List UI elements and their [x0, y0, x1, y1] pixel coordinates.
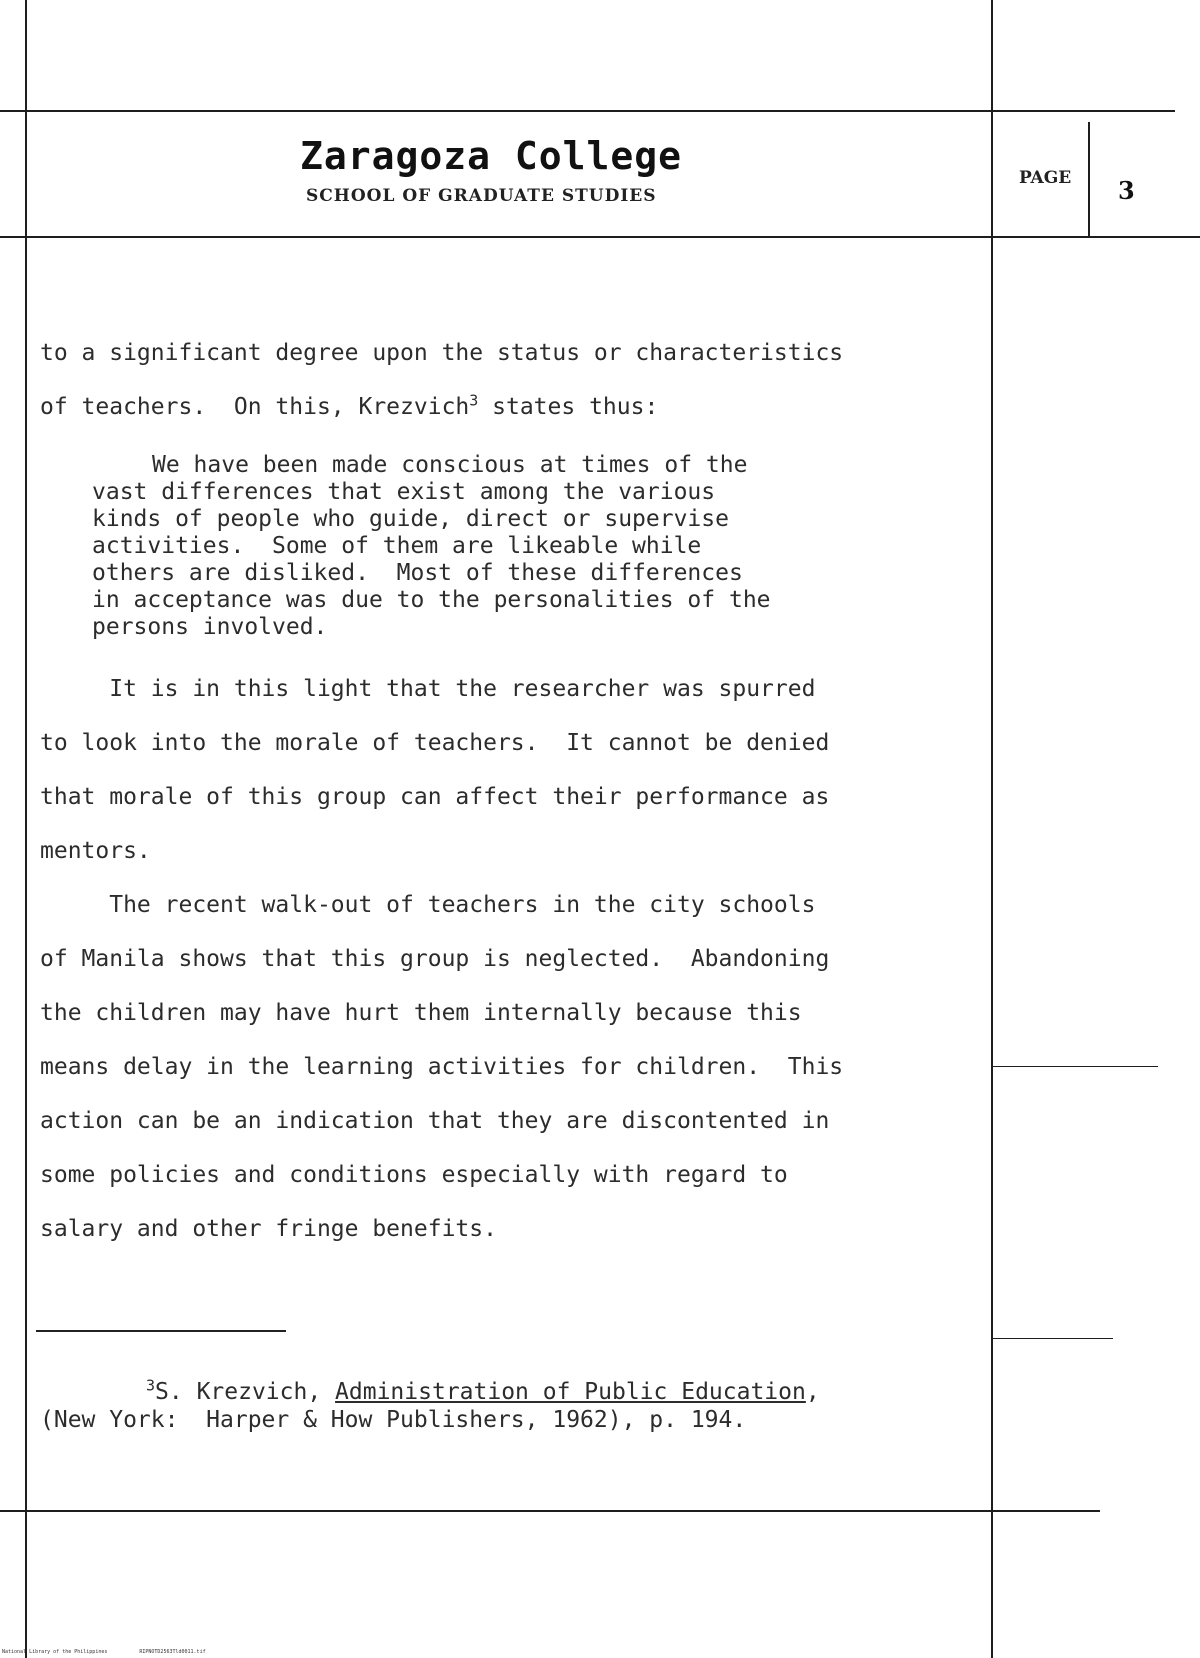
quote-line: persons involved. [92, 614, 328, 640]
quote-line: in acceptance was due to the personalities of the [92, 587, 771, 613]
header-bottom-rule [0, 236, 1200, 238]
footnote-ref: 3 [469, 391, 479, 410]
page-label: PAGE [1019, 168, 1072, 188]
scan-file-id: RIPNOTD2563Tld0011.tif [139, 1649, 206, 1655]
paragraph-1 [40, 340, 1000, 420]
footnote-book-title: Administration of Public Education [335, 1379, 806, 1405]
page-box-divider [1088, 122, 1090, 238]
text-line: action can be an indication that they are discontented in [40, 1108, 830, 1134]
text-line: that morale of this group can affect their performance as [40, 784, 830, 810]
text-line: means delay in the learning activities for children. This [40, 1054, 844, 1080]
block-quote [92, 452, 922, 641]
text-line: to look into the morale of teachers. It cannot be denied [40, 730, 830, 756]
quote-line: others are disliked. Most of these differences [92, 560, 743, 586]
text-fragment: of teachers. On this, Krezvich [40, 394, 470, 420]
text-line [40, 391, 659, 420]
right-tick-rule-lower [993, 1338, 1113, 1339]
footnote-separator [36, 1330, 286, 1332]
right-tick-rule [993, 1066, 1158, 1067]
quote-line: kinds of people who guide, direct or supervise [92, 506, 729, 532]
text-line: The recent walk-out of teachers in the city schools [40, 892, 816, 918]
archive-credit [2, 1649, 238, 1655]
footnote-punct: , [805, 1379, 820, 1405]
quote-line: We have been made conscious at times of the [152, 452, 748, 478]
footnote [40, 1378, 980, 1434]
text-fragment: states thus: [478, 394, 659, 420]
bottom-rule [0, 1510, 1100, 1512]
text-line: It is in this light that the researcher was spurred [40, 676, 816, 702]
text-line: to a significant degree upon the status or characteristics [40, 340, 844, 366]
footnote-marker: 3 [146, 1376, 156, 1395]
header-top-rule [0, 110, 1175, 112]
school-subtitle: SCHOOL OF GRADUATE STUDIES [306, 186, 657, 206]
paragraph-3 [40, 892, 1000, 1272]
quote-line: vast differences that exist among the various [92, 479, 716, 505]
text-line: mentors. [40, 838, 151, 864]
footnote-line: (New York: Harper & How Publishers, 1962), p. 194. [40, 1407, 747, 1433]
text-line: some policies and conditions especially with regard to [40, 1162, 788, 1188]
page-number: 3 [1118, 176, 1135, 205]
quote-line: activities. Some of them are likeable while [92, 533, 702, 559]
text-line: salary and other fringe benefits. [40, 1216, 497, 1242]
left-margin-line [25, 0, 27, 1658]
text-line: of Manila shows that this group is neglected. Abandoning [40, 946, 830, 972]
archive-name: National Library of the Philippines [2, 1649, 108, 1655]
footnote-line [40, 1378, 980, 1406]
text-line: the children may have hurt them internally because this [40, 1000, 802, 1026]
paragraph-2 [40, 676, 1000, 896]
footnote-author: S. Krezvich, [155, 1379, 336, 1405]
college-name: Zaragoza College [300, 134, 683, 178]
